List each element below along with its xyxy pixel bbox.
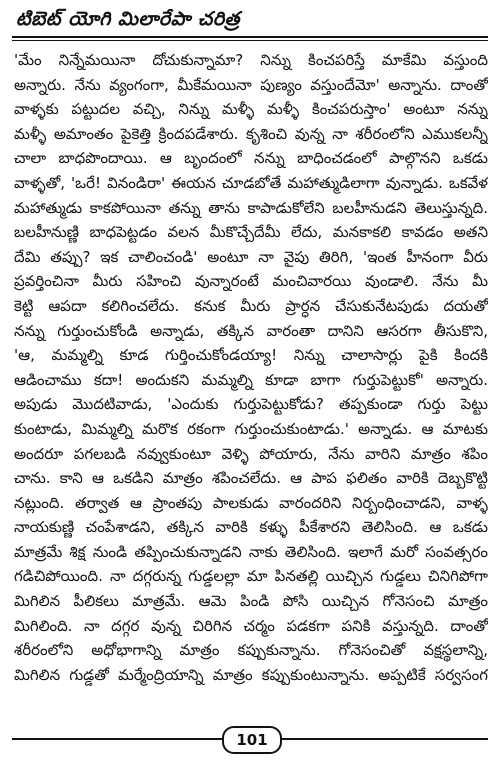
text-line: వాళ్ళతో, 'ఒరే! వినండిరా' ఈయన చూడబోతే మహాత్ముడిలాగా వున్నాడు. ఒకవేళ [14, 173, 488, 192]
text-line: మళ్ళీ అమాంతం పైకెత్తి క్రిందపడేశారు. కృశించి వున్న నా శరీరంలోని ఎముకలన్నీ [14, 124, 488, 143]
text-line: చాను. కాని ఆ ఒకడిని మాత్రం శపించలేదు. ఆ పాప ఫలితం వారికి దెబ్బకొట్టి [14, 469, 488, 488]
running-header [12, 6, 488, 40]
text-line: కుంటాడు, మిమ్మల్ని మరొక రకంగా గుర్తుంచుకుంటాడు.' అన్నాడు. ఆ మాటకు [14, 419, 488, 438]
text-line: మాత్రమే శిక్ష నుండి తప్పించుకున్నాడని నాకు తెలిసింది. ఇలాగే మరో సంవత్సరం [14, 542, 488, 561]
text-line: నన్ను గుర్తుంచుకోండి అన్నాడు, తక్కిన వారంతా దానిని ఆసరగా తీసుకొని, [14, 321, 488, 340]
page-number: 101 [236, 731, 268, 749]
page-footer [12, 724, 488, 754]
text-line: మిగిలిన గుడ్డతో మర్మేంద్రియాన్ని మాత్రం కప్పుకుంటున్నాను. అప్పటికే సర్వసంగ [14, 665, 488, 684]
body-text [14, 48, 488, 687]
text-line: మిగిలింది. నా దగ్గర వున్న చిరిగిన చర్మం పడకగా పనికి వస్తున్నది. దాంతో [14, 616, 488, 635]
text-line: ప్రవర్తించినా మీరు సహించి వున్నారంటే మంచివారయి వుండాలి. నేను మీ [14, 272, 488, 291]
text-line: మిగిలిన పీలికలు మాత్రమే. ఆమె పిండి పోసి యిచ్చిన గోనెసంచి మాత్రం [14, 592, 488, 611]
text-line: అన్నారు. నేను వ్యంగంగా, మీకేమయినా పుణ్యం వస్తుందేమో' అన్నాను. దాంతో [14, 75, 488, 94]
text-line: వాళ్ళకు పట్టుదల వచ్చి, నిన్ను మళ్ళీ మళ్ళీ కించపరుస్తాం' అంటూ నన్ను [14, 100, 488, 119]
text-line: శరీరంలోని అధోభాగాన్ని మాత్రం కప్పుకున్నాను. గోనెసంచితో వక్షస్థలాన్ని, [14, 641, 488, 660]
text-line: 'ఆ, మమ్మల్ని కూడ గుర్తించుకోండయ్యా! నిన్ను చాలాసార్లు పైకి కిందకి [14, 346, 488, 365]
text-line: ఆడించాము కదా! అందుకని మమ్మల్ని కూడా బాగా గుర్తుపెట్టుకో' అన్నారు. [14, 370, 488, 389]
text-line: అందరూ పగలబడి నవ్వుకుంటూ వెళ్ళి పోయారు, నేను వారిని మాత్రం శపిం [14, 444, 488, 463]
header-rule-thin [12, 40, 488, 41]
text-line: నాయకుణ్ణి చంపేశాడని, తక్కిన వారికి కళ్ళు పీకేశారని తెలిసింది. ఆ ఒకడు [14, 518, 488, 537]
text-line: గడిచిపోయింది. నా దగ్గరున్న గుడ్డలల్లా మా పినతల్లి యిచ్చిన గుడ్డలు చినిగిపోగా [14, 567, 488, 586]
text-line: నట్లుంది. తర్వాత ఆ ప్రాంతపు పాలకుడు వారందరిని నిర్బంధించాడని, వాళ్ళ [14, 493, 488, 512]
text-line: బలహీనుణ్ణి బాధపెట్టడం వలన మీకొచ్చేదేమీ లేదు, మనకాకలి కావడం అతని [14, 223, 488, 242]
text-line: చాలా బాధపొందాయి. ఆ బృందంలో నన్ను బాధించడంలో పాల్గొనని ఒకడు [14, 149, 488, 168]
text-line: దేమి తప్పు? ఇక చాలించండి' అంటూ నా వైపు తిరిగి, 'ఇంత హీనంగా వీరు [14, 247, 488, 266]
text-line: అపుడు మొదటివాడు, 'ఎందుకు గుర్తుపెట్టుకోడు? తప్పకుండా గుర్తు పెట్టు [14, 395, 488, 414]
text-line: మహాత్ముడు కాకపోయినా తన్ను తాను కాపాడుకోలేని బలహీనుడని తెలుస్తున్నది. [14, 198, 488, 217]
text-line: 'మేం నిన్నేమయినా దోచుకున్నామా? నిన్ను కించపరిస్తే మాకేమి వస్తుంది [14, 51, 488, 69]
book-title: టిబెట్ యోగి మిలారేపా చరిత్ర [16, 8, 240, 30]
page-number-badge [222, 726, 282, 754]
text-line: కెట్టి ఆపదా కలిగించలేదు. కనుక మీరు ప్రార్ధన చేసుకునేటపుడు దయతో [14, 296, 488, 315]
header-rule [12, 36, 488, 38]
